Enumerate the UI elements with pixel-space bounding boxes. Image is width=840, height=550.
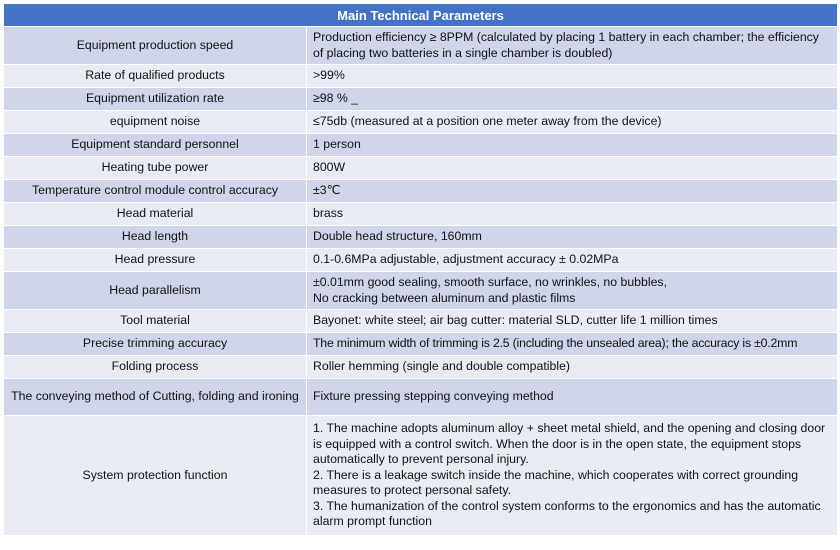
row-value: Roller hemming (single and double compatible)	[307, 356, 838, 379]
table-row	[4, 65, 838, 88]
row-label: Precise trimming accuracy	[4, 333, 307, 356]
row-label: Folding process	[4, 356, 307, 379]
row-value: Double head structure, 160mm	[307, 226, 838, 249]
row-value: ±3℃	[307, 180, 838, 203]
table-header-row	[4, 4, 838, 27]
table-title: Main Technical Parameters	[4, 4, 838, 27]
row-value: 1. The machine adopts aluminum alloy + sheet metal shield, and the opening and closing door is equipped with a control switch. When the door is in the open state, the equipment stops automatically to prevent personal injury. 2. There is a leakage switch inside the machine, which cooperates with correct grounding measures to protect personal safety. 3. The humanization of the control system conforms to the ergonomics and has the automatic alarm prompt function	[307, 416, 838, 536]
table-row	[4, 111, 838, 134]
table-row	[4, 379, 838, 416]
table-row	[4, 88, 838, 111]
technical-parameters-table	[3, 3, 838, 536]
row-value: The minimum width of trimming is 2.5 (including the unsealed area); the accuracy is ±0.2mm	[307, 333, 838, 356]
table-row	[4, 356, 838, 379]
row-value: brass	[307, 203, 838, 226]
table-row	[4, 333, 838, 356]
table-row	[4, 203, 838, 226]
row-value: ≤75db (measured at a position one meter away from the device)	[307, 111, 838, 134]
row-label: Equipment standard personnel	[4, 134, 307, 157]
row-value: 1 person	[307, 134, 838, 157]
table-row	[4, 416, 838, 536]
row-label: Head parallelism	[4, 272, 307, 310]
row-value: ≥98 % _	[307, 88, 838, 111]
row-label: equipment noise	[4, 111, 307, 134]
table-row	[4, 157, 838, 180]
table-row	[4, 249, 838, 272]
row-label: Heating tube power	[4, 157, 307, 180]
row-label: The conveying method of Cutting, folding and ironing	[4, 379, 307, 416]
row-label: System protection function	[4, 416, 307, 536]
row-label: Temperature control module control accuracy	[4, 180, 307, 203]
row-value: 800W	[307, 157, 838, 180]
row-value: Production efficiency ≥ 8PPM (calculated by placing 1 battery in each chamber; the efficiency of placing two batteries in a single chamber is doubled)	[307, 27, 838, 65]
table-row	[4, 226, 838, 249]
row-label: Head pressure	[4, 249, 307, 272]
row-label: Equipment utilization rate	[4, 88, 307, 111]
table-row	[4, 272, 838, 310]
row-label: Head length	[4, 226, 307, 249]
table-row	[4, 134, 838, 157]
row-value: Bayonet: white steel; air bag cutter: material SLD, cutter life 1 million times	[307, 310, 838, 333]
row-value: 0.1-0.6MPa adjustable, adjustment accuracy ± 0.02MPa	[307, 249, 838, 272]
row-label: Rate of qualified products	[4, 65, 307, 88]
row-value: Fixture pressing stepping conveying method	[307, 379, 838, 416]
row-label: Equipment production speed	[4, 27, 307, 65]
row-label: Tool material	[4, 310, 307, 333]
row-value: >99%	[307, 65, 838, 88]
technical-parameters-table-container	[3, 3, 837, 536]
row-value: ±0.01mm good sealing, smooth surface, no wrinkles, no bubbles, No cracking between aluminum and plastic films	[307, 272, 838, 310]
table-row	[4, 180, 838, 203]
table-row	[4, 27, 838, 65]
row-label: Head material	[4, 203, 307, 226]
table-row	[4, 310, 838, 333]
